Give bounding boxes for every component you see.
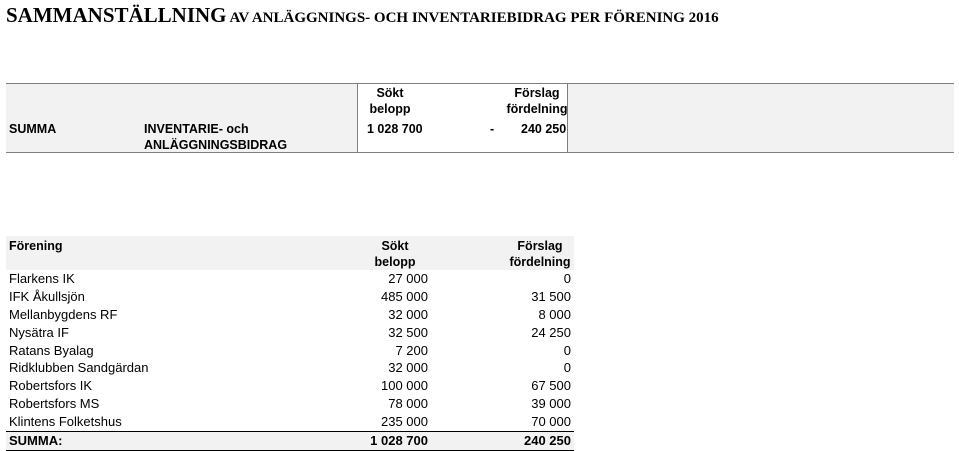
header-forening: Förening	[9, 239, 63, 253]
cell-forening: Robertsfors IK	[9, 378, 93, 394]
title-sub: AV ANLÄGGNINGS- OCH INVENTARIEBIDRAG PER FÖRENING 2016	[226, 10, 719, 26]
table-row	[6, 395, 574, 413]
summary-category	[144, 121, 344, 153]
table-row	[6, 342, 574, 360]
cell-forslag: 70 000	[531, 414, 571, 430]
header-sokt-line1: Sökt	[381, 239, 409, 253]
cell-sokt: 32 000	[388, 306, 428, 322]
header-sokt-line2: belopp	[374, 255, 416, 269]
table-row	[6, 288, 574, 306]
header-forslag	[495, 238, 585, 270]
cell-sokt: 32 500	[388, 324, 428, 340]
cell-forslag: 0	[563, 342, 571, 358]
detail-table-header	[6, 236, 574, 270]
table-row	[6, 270, 574, 288]
table-row	[6, 324, 574, 342]
cell-sokt: 7 200	[395, 342, 428, 358]
summary-dash: -	[490, 122, 495, 136]
summary-category-line1: INVENTARIE- och	[144, 122, 249, 136]
summary-sokt-value: 1 028 700	[367, 122, 423, 136]
cell-forslag: 8 000	[538, 306, 571, 322]
summary-row-label: SUMMA	[9, 122, 57, 136]
cell-sokt: 485 000	[381, 288, 428, 304]
cell-sokt: 78 000	[388, 396, 428, 412]
header-forslag-line1: Förslag	[517, 239, 563, 253]
header-forslag-line2: fördelning	[509, 255, 571, 269]
cell-sokt: 235 000	[381, 414, 428, 430]
summary-header-forslag-line1: Förslag	[514, 86, 560, 100]
total-row	[6, 431, 574, 451]
summary-header-sokt-line2: belopp	[369, 102, 411, 116]
cell-forening: IFK Åkullsjön	[9, 288, 85, 304]
cell-forslag: 39 000	[531, 396, 571, 412]
total-forslag: 240 250	[524, 433, 571, 449]
table-row	[6, 377, 574, 395]
cell-forslag: 67 500	[531, 378, 571, 394]
detail-table-body	[6, 270, 574, 451]
cell-forening: Nysätra IF	[9, 324, 69, 340]
cell-sokt: 27 000	[388, 271, 428, 286]
summary-category-line2: ANLÄGGNINGSBIDRAG	[144, 138, 288, 152]
summary-header-forslag	[492, 85, 582, 117]
cell-forslag: 0	[563, 360, 571, 376]
summary-top-border	[6, 83, 954, 84]
cell-forening: Klintens Folketshus	[9, 414, 122, 430]
table-row	[6, 413, 574, 431]
cell-forslag: 31 500	[531, 288, 571, 304]
cell-forslag: 0	[563, 271, 571, 286]
summary-forslag-value: 240 250	[521, 122, 567, 136]
header-sokt	[362, 238, 428, 270]
title-main: SAMMANSTÄLLNING	[6, 3, 227, 27]
cell-forening: Flarkens IK	[9, 271, 75, 286]
table-row	[6, 306, 574, 324]
cell-sokt: 100 000	[381, 378, 428, 394]
summary-header-sokt-line1: Sökt	[376, 86, 404, 100]
cell-forening: Mellanbygdens RF	[9, 306, 118, 322]
cell-forening: Ratans Byalag	[9, 342, 94, 358]
total-sokt: 1 028 700	[370, 433, 428, 449]
summary-header-forslag-line2: fördelning	[506, 102, 568, 116]
cell-forslag: 24 250	[531, 324, 571, 340]
cell-sokt: 32 000	[388, 360, 428, 376]
cell-forening: Robertsfors MS	[9, 396, 100, 412]
document-title	[6, 3, 719, 28]
total-label: SUMMA:	[9, 433, 63, 449]
cell-forening: Ridklubben Sandgärdan	[9, 360, 149, 376]
summary-header-sokt	[357, 85, 423, 117]
summary-table	[6, 83, 954, 153]
table-row	[6, 359, 574, 377]
